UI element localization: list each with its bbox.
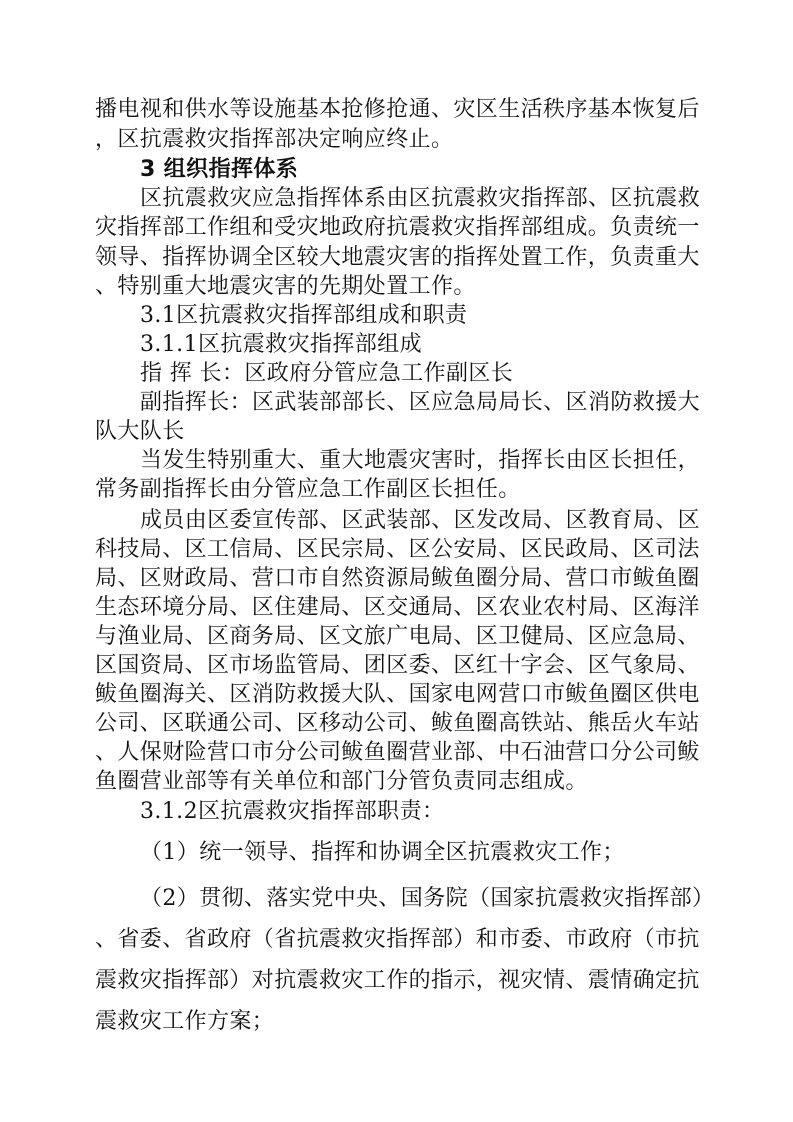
text-line: 指 挥 长：区政府分管应急工作副区长: [140, 361, 514, 386]
text-line: 区国资局、区市场监管局、团区委、区红十字会、区气象局、: [95, 653, 700, 678]
text-line: 当发生特别重大、重大地震灾害时，指挥长由区长担任，: [140, 448, 701, 473]
text-line: 灾指挥部工作组和受灾地政府抗震救灾指挥部组成。负责统一: [95, 215, 700, 240]
text-line: 成员由区委宣传部、区武装部、区发改局、区教育局、区: [140, 508, 701, 533]
text-line: 与渔业局、区商务局、区文旅广电局、区卫健局、区应急局、: [95, 624, 700, 649]
text-line: 、人保财险营口市分公司鲅鱼圈营业部、中石油营口分公司鲅: [95, 740, 700, 765]
section-heading: 3 组织指挥体系: [140, 157, 299, 182]
subsection-heading: 3.1.1区抗震救灾指挥部组成: [140, 332, 422, 357]
text-line: 、省委、省政府（省抗震救灾指挥部）和市委、市政府（市抗: [95, 927, 700, 952]
text-line: 震救灾工作方案；: [95, 1009, 275, 1034]
list-item: （1）统一领导、指挥和协调全区抗震救灾工作；: [140, 840, 625, 865]
text-line: 鱼圈营业部等有关单位和部门分管负责同志组成。: [95, 769, 588, 794]
text-line: 副指挥长：区武装部部长、区应急局局长、区消防救援大: [140, 390, 701, 415]
text-line: 鲅鱼圈海关、区消防救援大队、国家电网营口市鲅鱼圈区供电: [95, 682, 700, 707]
list-item: （2）贯彻、落实党中央、国务院（国家抗震救灾指挥部）: [140, 886, 715, 911]
text-line: 队大队长: [95, 419, 185, 444]
text-line: 领导、指挥协调全区较大地震灾害的指挥处置工作，负责重大: [95, 245, 700, 270]
text-line: ，区抗震救灾指挥部决定响应终止。: [95, 127, 454, 152]
text-line: 、特别重大地震灾害的先期处置工作。: [95, 274, 476, 299]
text-line: 播电视和供水等设施基本抢修抢通、灾区生活秩序基本恢复后: [95, 97, 700, 122]
text-line: 震救灾指挥部）对抗震救灾工作的指示，视灾情、震情确定抗: [95, 968, 700, 993]
text-line: 局、区财政局、营口市自然资源局鲅鱼圈分局、营口市鲅鱼圈: [95, 566, 700, 591]
text-line: 公司、区联通公司、区移动公司、鲅鱼圈高铁站、熊岳火车站: [95, 711, 700, 736]
text-line: 科技局、区工信局、区民宗局、区公安局、区民政局、区司法: [95, 537, 700, 562]
text-line: 常务副指挥长由分管应急工作副区长担任。: [95, 477, 521, 502]
subsection-heading: 3.1.2区抗震救灾指挥部职责：: [140, 799, 445, 824]
subsection-heading: 3.1区抗震救灾指挥部组成和职责: [140, 303, 468, 328]
text-line: 区抗震救灾应急指挥体系由区抗震救灾指挥部、区抗震救: [140, 186, 701, 211]
text-line: 生态环境分局、区住建局、区交通局、区农业农村局、区海洋: [95, 595, 700, 620]
